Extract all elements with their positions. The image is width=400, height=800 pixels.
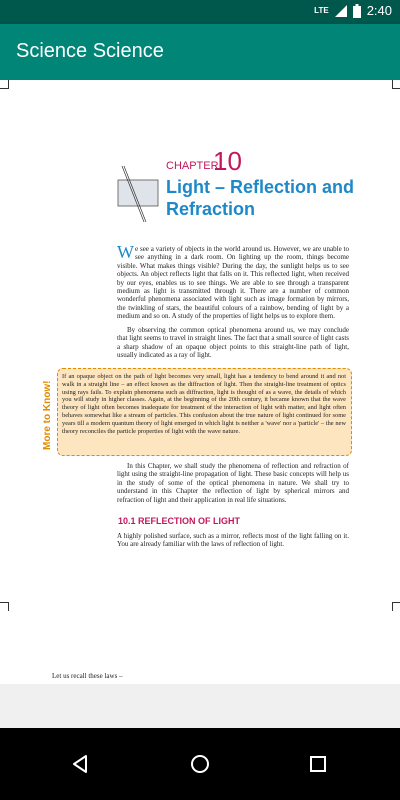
home-icon bbox=[190, 754, 210, 774]
page-bottom-area bbox=[0, 684, 400, 728]
intro-paragraph bbox=[117, 242, 349, 321]
recall-text: Let us recall these laws – bbox=[52, 672, 123, 680]
crop-mark bbox=[0, 80, 9, 89]
network-type-label: LTE bbox=[314, 6, 329, 15]
recents-icon bbox=[309, 755, 327, 773]
drop-cap: W bbox=[117, 242, 134, 262]
status-bar bbox=[0, 0, 400, 24]
chapter-title bbox=[166, 176, 366, 220]
section-paragraph-text: A highly polished surface, such as a mirror, reflects most of the light falling on it. You are already familiar with the laws of reflection of light. bbox=[117, 532, 349, 549]
crop-mark bbox=[392, 80, 400, 89]
second-paragraph bbox=[117, 326, 349, 360]
refraction-diagram bbox=[114, 164, 164, 224]
battery-icon bbox=[353, 4, 361, 18]
intro-paragraph-text: e see a variety of objects in the world around us. However, we are unable to see anything in a dark room. On lighting up the room, things become visible. What makes things visible? During the day, the sunlight helps us to see objects. An object reflects light that falls on it. This reflected light, when received by our eyes, enables us to see things. We are able to see through a transparent medium as light is transmitted through it. There are a number of common wonderful phenomena associated with light such as image formation by mirrors, the twinkling of stars, the beautiful colours of a rainbow, bending of light by a medium and so on. A study of the properties of light helps us to explore them. bbox=[117, 245, 349, 321]
recents-button[interactable] bbox=[300, 746, 336, 782]
status-icons bbox=[314, 3, 392, 18]
home-button[interactable] bbox=[182, 746, 218, 782]
second-paragraph-text: By observing the common optical phenomena around us, we may conclude that light seems to travel in straight lines. The fact that a small source of light casts a sharp shadow of an opaque object points to this straight-line path of light, usually indicated as a ray of light. bbox=[117, 326, 349, 360]
navigation-bar bbox=[0, 728, 400, 800]
status-time: 2:40 bbox=[366, 3, 392, 18]
section-paragraph bbox=[117, 532, 349, 549]
more-to-know-label-text: More to Know! bbox=[42, 380, 53, 450]
chapter-title-line2: Refraction bbox=[166, 199, 256, 219]
section-title: 10.1 REFLECTION OF LIGHT bbox=[118, 516, 241, 526]
crop-mark bbox=[0, 602, 9, 611]
crop-mark bbox=[392, 602, 400, 611]
chapter-intro-paragraph bbox=[117, 462, 349, 504]
more-to-know-text: If an opaque object on the path of light becomes very small, light has a tendency to bend around it and not walk in a straight line – an effect known as the diffraction of light. Then the straight-line treatment of optics using rays fails. To explain phenomena such as diffraction, light is thought of as a wave, the details of which you will study in higher classes. Again, at the beginning of the 20th century, it became known that the wave theory of light often becomes inadequate for treatment of the interaction of light with matter, and light often behaves somewhat like a stream of particles. This confusion about the true nature of light continued for some years till a modern quantum theory of light emerged in which light is neither a 'wave' nor a 'particle' – the new theory reconciles the particle properties of light with the wave nature. bbox=[62, 373, 346, 435]
app-bar bbox=[0, 24, 400, 80]
chapter-title-line1: Light – Reflection and bbox=[166, 177, 355, 197]
back-icon bbox=[70, 754, 90, 774]
more-to-know-label bbox=[38, 372, 54, 452]
chapter-intro-text: In this Chapter, we shall study the phenomena of reflection and refraction of light using the straight-line propagation of light. These basic concepts will help us in the study of some of the optical phenomena in nature. We shall try to understand in this Chapter the reflection of light by spherical mirrors and refraction of light and their application in real life situations. bbox=[117, 462, 349, 504]
chapter-label: CHAPTER bbox=[166, 160, 219, 172]
signal-icon bbox=[335, 5, 347, 17]
app-title: Science Science bbox=[16, 40, 164, 62]
back-button[interactable] bbox=[62, 746, 98, 782]
chapter-number: 10 bbox=[213, 146, 242, 176]
